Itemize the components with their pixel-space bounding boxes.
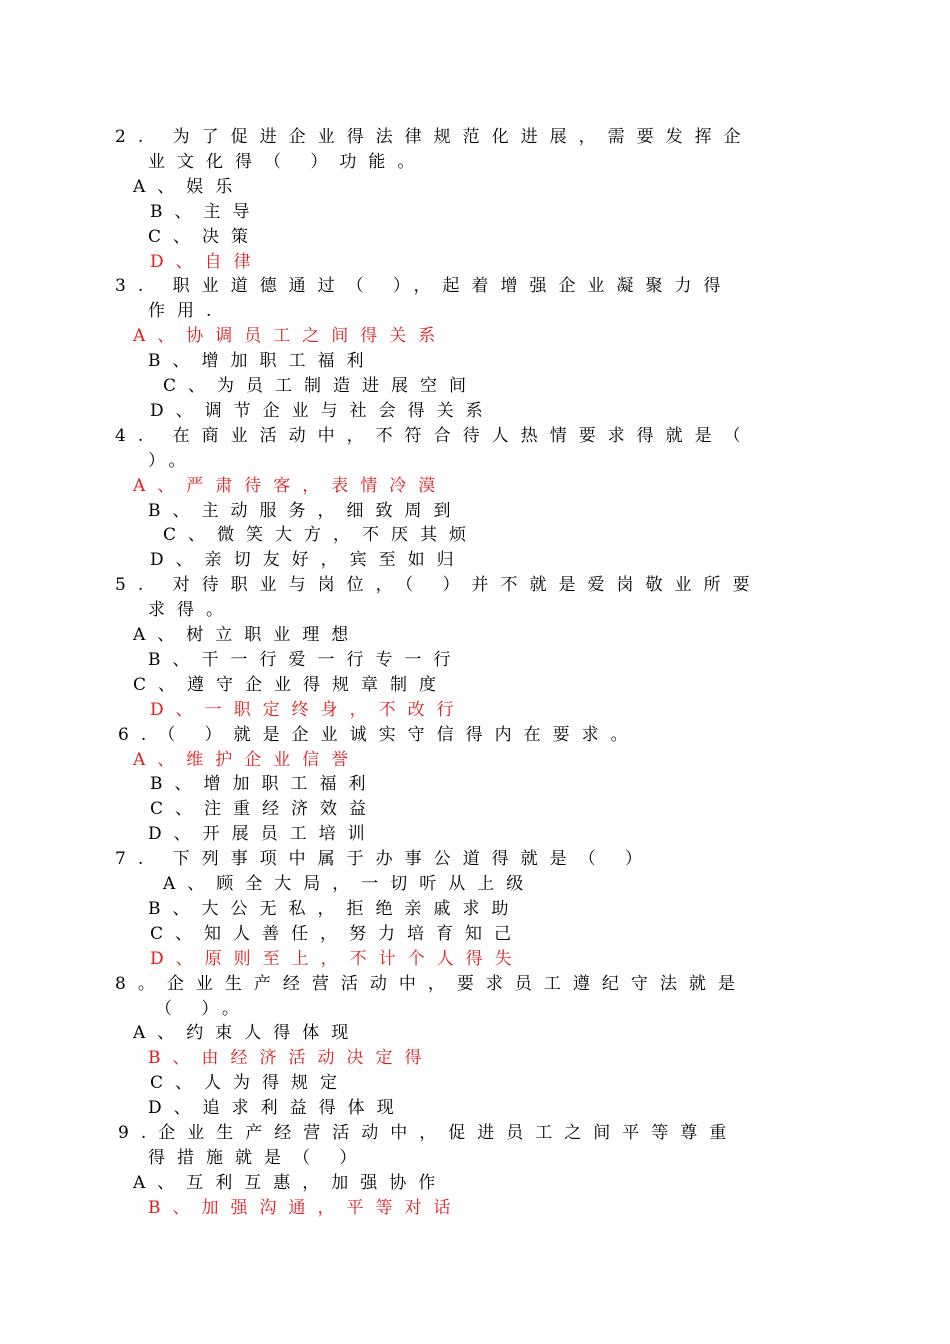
text-line: 业文化得（ ）功能。 — [148, 152, 427, 172]
text-line: C、微笑大方，不厌其烦 — [163, 525, 479, 545]
text-line: A、顾全大局，一切听从上级 — [163, 874, 536, 894]
text-line: B、干一行爱一行专一行 — [148, 650, 463, 670]
answer-line: A、维护企业信誉 — [133, 750, 361, 770]
text-line: B、增加职工福利 — [150, 774, 378, 794]
text-line: C、遵守企业得规章制度 — [133, 675, 449, 695]
text-line: D、调节企业与社会得关系 — [150, 401, 495, 421]
text-line: D、追求利益得体现 — [148, 1098, 406, 1118]
text-line: A、互利互惠，加强协作 — [133, 1173, 448, 1193]
text-line: D、亲切友好，宾至如归 — [150, 550, 466, 570]
text-line: 3. 职业道德通过（ ），起着增强企业凝聚力得 — [115, 276, 733, 296]
text-line: 4. 在商业活动中，不符合待人热情要求得就是（ — [115, 426, 753, 446]
text-line: B、主导 — [150, 202, 262, 222]
text-line: 2. 为了促进企业得法律规范化进展，需要发挥企 — [115, 127, 753, 147]
text-line: 7. 下列事项中属于办事公道得就是（ ） — [115, 849, 655, 869]
text-line: C、为员工制造进展空间 — [163, 376, 479, 396]
text-line: 求得。 — [148, 600, 235, 620]
text-line: A、约束人得体现 — [133, 1023, 361, 1043]
answer-line: D、自律 — [150, 252, 263, 272]
text-line: ）。 — [148, 451, 198, 471]
text-line: 得措施就是（ ） — [148, 1148, 369, 1168]
answer-line: B、由经济活动决定得 — [148, 1048, 434, 1068]
answer-line: D、原则至上，不计个人得失 — [150, 949, 524, 969]
text-line: B、增加职工福利 — [148, 351, 376, 371]
text-line: B、主动服务，细致周到 — [148, 501, 463, 521]
text-line: 8。企业生产经营活动中，要求员工遵纪守法就是 — [115, 974, 747, 994]
text-line: B、大公无私，拒绝亲戚求助 — [148, 899, 521, 919]
text-line: C、决策 — [148, 227, 261, 247]
answer-line: D、一职定终身，不改行 — [150, 700, 466, 720]
text-line: 作用. — [148, 301, 224, 321]
answer-line: B、加强沟通，平等对话 — [148, 1198, 463, 1218]
text-line: A、树立职业理想 — [133, 625, 361, 645]
answer-line: A、协调员工之间得关系 — [133, 326, 448, 346]
text-line: C、知人善任，努力培育知己 — [150, 924, 524, 944]
answer-line: A、严肃待客，表情冷漠 — [133, 476, 448, 496]
text-line: C、人为得规定 — [150, 1073, 350, 1093]
text-line: 6.（ ）就是企业诚实守信得内在要求。 — [118, 725, 640, 745]
text-line: （ ）。 — [155, 999, 251, 1019]
text-line: D、开展员工培训 — [148, 824, 377, 844]
text-line: A、娱乐 — [133, 177, 245, 197]
text-line: C、注重经济效益 — [150, 799, 379, 819]
text-line: 5. 对待职业与岗位，（ ）并不就是爱岗敬业所要 — [115, 575, 762, 595]
text-line: 9.企业生产经营活动中，促进员工之间平等尊重 — [118, 1123, 739, 1143]
